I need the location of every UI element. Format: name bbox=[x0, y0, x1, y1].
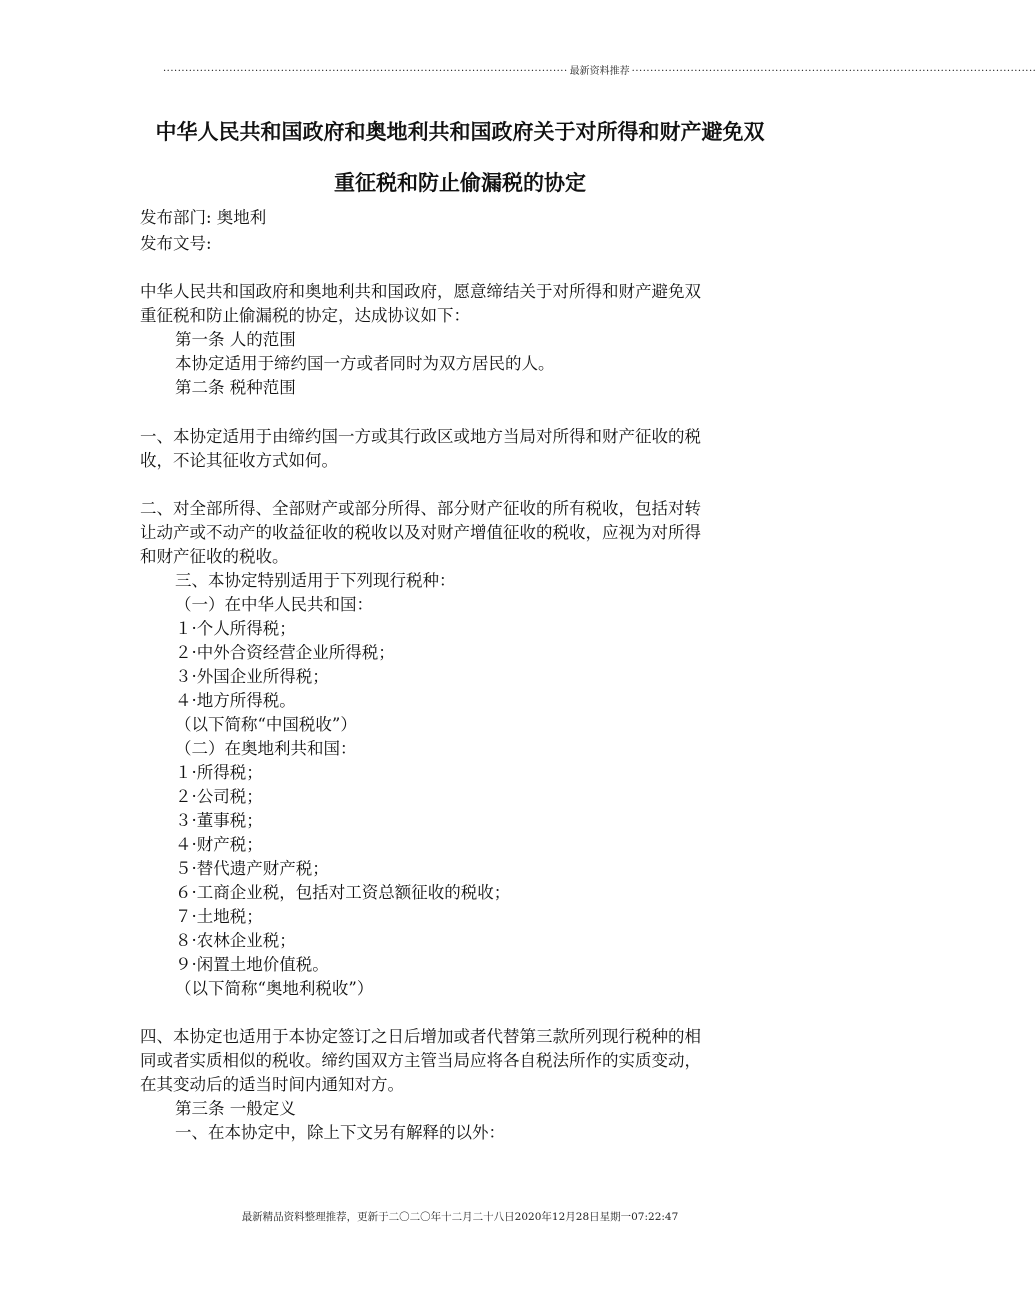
austria-tax-note: （以下简称“奥地利税收”） bbox=[175, 979, 374, 998]
china-tax-note: （以下简称“中国税收”） bbox=[175, 715, 357, 734]
austria-section-title: （二）在奥地利共和国： bbox=[175, 739, 357, 758]
page-footer: 最新精品资料整理推荐，更新于二〇二〇年十二月二十八日2020年12月28日星期一07:22:47 bbox=[241, 1211, 679, 1223]
austria-tax-item: ８·农林企业税； bbox=[175, 931, 296, 950]
article-2-para-4-line-2: 同或者实质相似的税收。缔约国双方主管当局应将各自税法所作的实质变动， bbox=[140, 1051, 701, 1070]
article-2-para-1-line-1: 一、本协定适用于由缔约国一方或其行政区或地方当局对所得和财产征收的税 bbox=[140, 427, 701, 446]
austria-tax-item: １·所得税； bbox=[175, 763, 263, 782]
article-2-para-2-line-2: 让动产或不动产的收益征收的税收以及对财产增值征收的税收，应视为对所得 bbox=[140, 523, 701, 542]
austria-tax-item: ９·闲置土地价值税。 bbox=[175, 955, 329, 974]
article-1-text: 本协定适用于缔约国一方或者同时为双方居民的人。 bbox=[175, 354, 555, 373]
austria-tax-item: ６·工商企业税，包括对工资总额征收的税收； bbox=[175, 883, 511, 902]
preamble-line-2: 重征税和防止偷漏税的协定，达成协议如下： bbox=[140, 306, 470, 325]
article-2-para-1-line-2: 收，不论其征收方式如何。 bbox=[140, 451, 338, 470]
issuing-department: 发布部门: 奥地利 bbox=[140, 208, 267, 227]
china-tax-item: ４·地方所得税。 bbox=[175, 691, 296, 710]
header-dots-left: ·············································································································· bbox=[163, 66, 568, 77]
china-tax-item: ３·外国企业所得税； bbox=[175, 667, 329, 686]
china-section-title: （一）在中华人民共和国： bbox=[175, 595, 373, 614]
austria-tax-item: ３·董事税； bbox=[175, 811, 263, 830]
article-2-para-3-title: 三、本协定特别适用于下列现行税种： bbox=[175, 571, 456, 590]
article-2-para-2-line-3: 和财产征收的税收。 bbox=[140, 547, 289, 566]
preamble-line-1: 中华人民共和国政府和奥地利共和国政府，愿意缔结关于对所得和财产避免双 bbox=[140, 282, 701, 301]
document-title-line-2: 重征税和防止偷漏税的协定 bbox=[334, 171, 586, 195]
article-2-para-4-line-3: 在其变动后的适当时间内通知对方。 bbox=[140, 1075, 404, 1094]
article-2-title: 第二条 税种范围 bbox=[175, 378, 296, 397]
austria-tax-item: ２·公司税； bbox=[175, 787, 263, 806]
austria-tax-item: ４·财产税； bbox=[175, 835, 263, 854]
article-3-title: 第三条 一般定义 bbox=[175, 1099, 296, 1118]
austria-tax-item: ７·土地税； bbox=[175, 907, 263, 926]
header-dots-right: ·············································································································· bbox=[631, 66, 1036, 77]
page-header bbox=[163, 64, 1036, 80]
austria-tax-item: ５·替代遗产财产税； bbox=[175, 859, 329, 878]
article-2-para-2-line-1: 二、对全部所得、全部财产或部分所得、部分财产征收的所有税收，包括对转 bbox=[140, 499, 701, 518]
article-1-title: 第一条 人的范围 bbox=[175, 330, 296, 349]
header-label: 最新资料推荐 bbox=[569, 66, 630, 77]
document-title-line-1: 中华人民共和国政府和奥地利共和国政府关于对所得和财产避免双 bbox=[155, 120, 765, 144]
china-tax-item: ２·中外合资经营企业所得税； bbox=[175, 643, 395, 662]
document-number: 发布文号: bbox=[140, 234, 212, 253]
article-3-para-1: 一、在本协定中，除上下文另有解释的以外： bbox=[175, 1123, 505, 1142]
article-2-para-4-line-1: 四、本协定也适用于本协定签订之日后增加或者代替第三款所列现行税种的相 bbox=[140, 1027, 701, 1046]
china-tax-item: １·个人所得税； bbox=[175, 619, 296, 638]
